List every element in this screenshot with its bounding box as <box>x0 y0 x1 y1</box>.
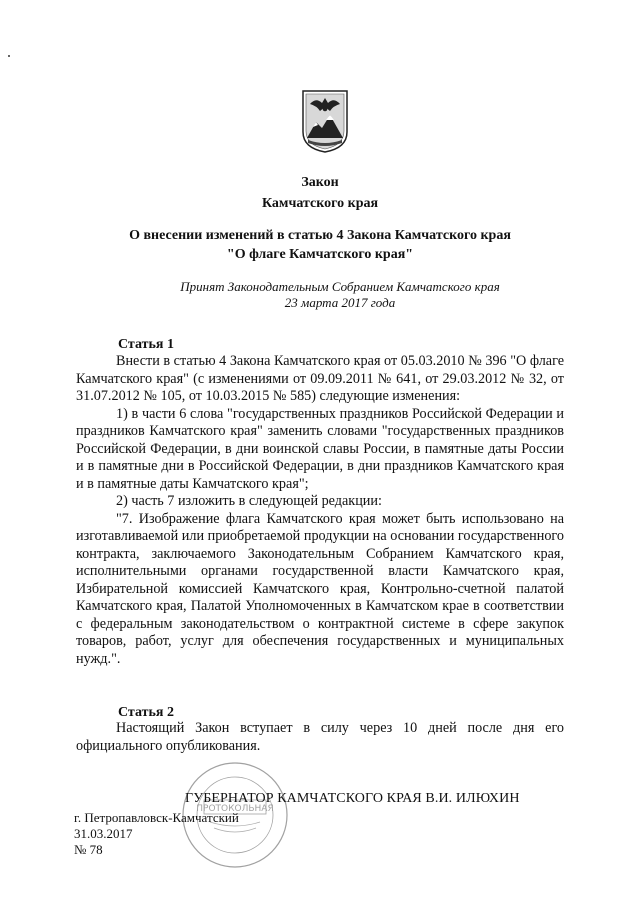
stamp-center-text: ПРОТОКОЛЬНАЯ <box>196 804 274 814</box>
law-number: № 78 <box>74 842 103 857</box>
document-subject-line2: "О флаге Камчатского края" <box>226 247 414 262</box>
signature-city: г. Петропавловск-Камчатский <box>74 810 239 825</box>
article2-body <box>76 720 564 755</box>
signature-line: ГУБЕРНАТОР КАМЧАТСКОГО КРАЯ В.И. ИЛЮХИН <box>185 791 520 806</box>
document-type: Закон <box>301 175 339 190</box>
article2-text: Настоящий Закон вступает в силу через 10 дней после дня его официального опубликования. <box>76 720 564 754</box>
article1-item2: 2) часть 7 изложить в следующей редакции: <box>116 493 382 509</box>
signature-date: 31.03.2017 <box>74 826 133 841</box>
document-region: Камчатского края <box>261 196 379 211</box>
article1-body <box>76 353 564 668</box>
accepted-date-line: 23 марта 2017 года <box>284 295 396 310</box>
article1-intro: Внести в статью 4 Закона Камчатского края от 05.03.2010 № 396 "О флаге Камчатского края" (с изменениями от 09.09.2011 № 641, от 29.03.2012 № 32, от 31.07.2012 № 105, от 10.03.2015 № 585) следующие изменения: <box>76 353 564 404</box>
article1-title: Статья 1 <box>118 337 174 352</box>
accepted-by-line: Принят Законодательным Собранием Камчатского края <box>180 279 500 294</box>
scan-speck <box>8 55 10 57</box>
article1-quote: "7. Изображение флага Камчатского края может быть использовано на изготавливаемой или приобретаемой продукции на основании государственного контракта, заключаемого Законодательным Собранием Камчатского края, исполнительными органами государственной власти Камчатского края, Избирательной комиссией Камчатского края, Контрольно-счетной палатой Камчатского края, Палатой Уполномоченных в Камчатском крае в соответствии с федеральным законодательством о контрактной системе в сфере закупок товаров, работ, услуг для обеспечения государственных и муниципальных нужд.". <box>76 510 564 667</box>
article1-item1: 1) в части 6 слова "государственных праздников Российской Федерации и праздников Камчатского края" заменить словами "государственных праздников Российской Федерации, в дни воинской славы России, в памятные даты России и в памятные дни в Российской Федерации, в дни праздников Камчатского края и в памятные даты Камчатского края"; <box>76 405 564 492</box>
coat-of-arms-icon <box>300 88 350 154</box>
article2-title: Статья 2 <box>118 705 174 720</box>
document-subject-line1: О внесении изменений в статью 4 Закона Камчатского края <box>129 228 511 243</box>
